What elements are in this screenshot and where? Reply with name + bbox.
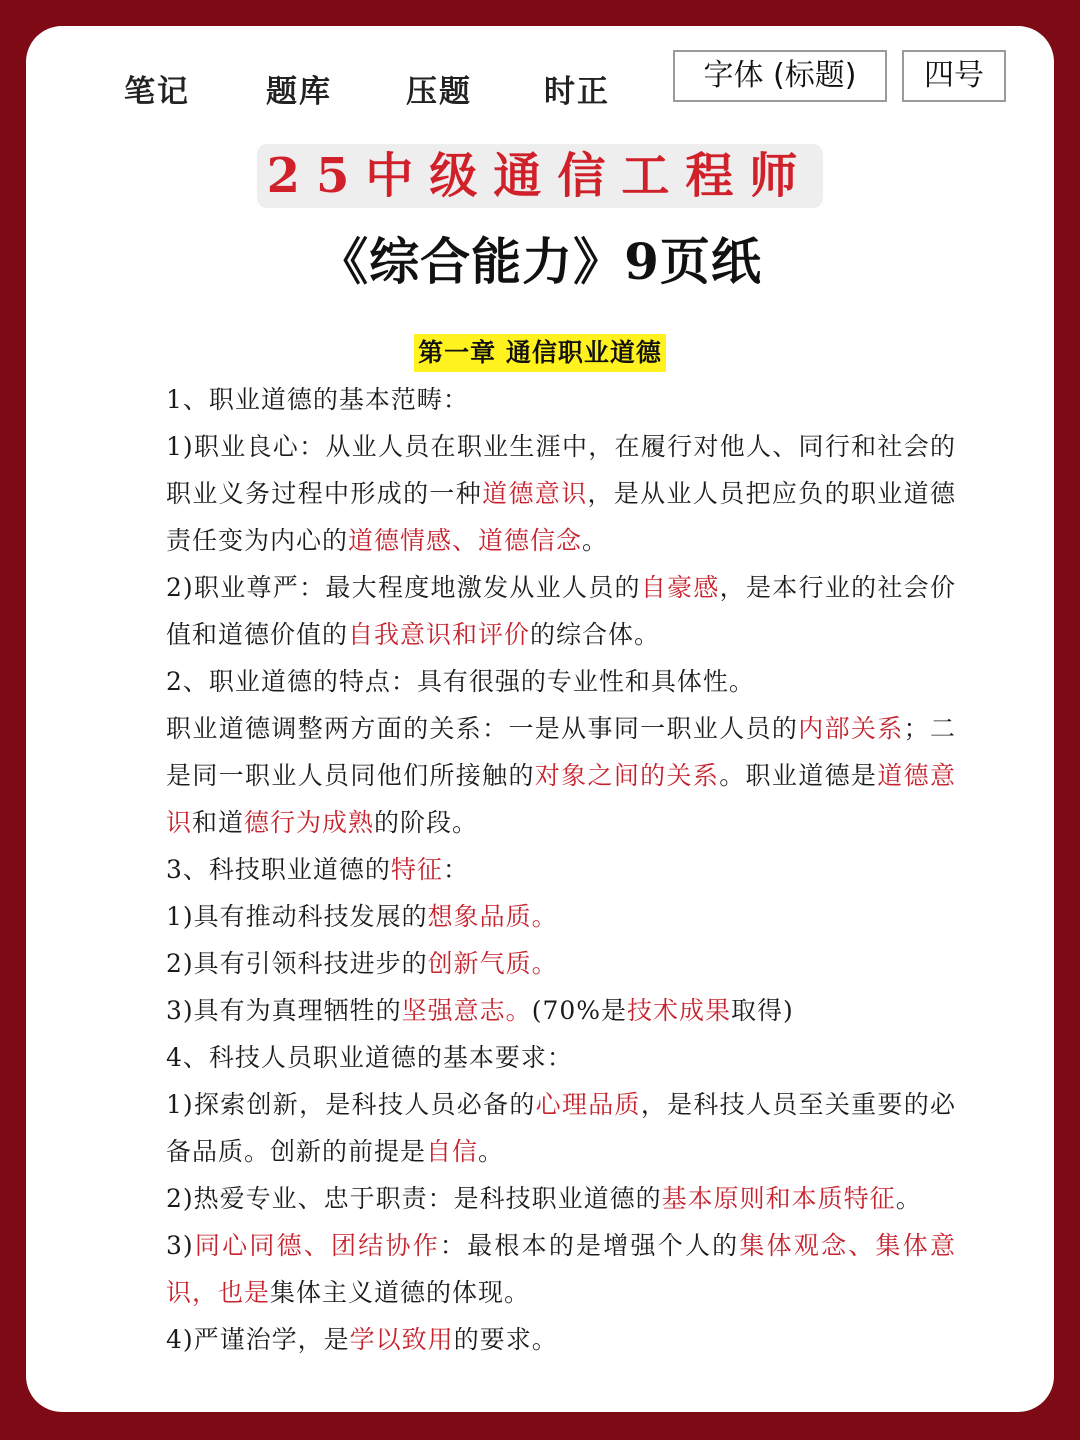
highlight-text: 自我意识和评价 bbox=[348, 620, 531, 649]
text: ；二是同一职业人员同他们所接触的 bbox=[166, 714, 956, 790]
paragraph-1: 1、职业道德的基本范畴： bbox=[166, 385, 469, 414]
text: 。 bbox=[895, 1184, 922, 1213]
highlight-text: 想象品质。 bbox=[427, 902, 558, 931]
text: 的综合体。 bbox=[530, 620, 661, 649]
note-body bbox=[166, 376, 956, 1363]
sub-title: 《综合能力》9页纸 bbox=[318, 232, 762, 291]
tab-notes[interactable]: 笔记 bbox=[124, 74, 190, 110]
highlight-text: 道德意识 bbox=[482, 479, 588, 508]
text: 3) bbox=[166, 1231, 194, 1260]
text: 1)具有推动科技发展的 bbox=[166, 902, 428, 931]
font-family-select[interactable]: 字体 (标题) bbox=[673, 50, 887, 102]
text: 4)严谨治学，是 bbox=[166, 1325, 350, 1354]
tab-predicted-questions[interactable]: 压题 bbox=[406, 74, 472, 110]
text: 集体主义道德的体现。 bbox=[270, 1278, 531, 1307]
text: ： bbox=[442, 855, 469, 884]
text: 。 bbox=[582, 526, 609, 555]
highlight-text: 道德情感、道德信念 bbox=[348, 526, 583, 555]
highlight-text: 同心同德、团结协作 bbox=[193, 1231, 440, 1260]
highlight-text: 自豪感 bbox=[640, 573, 720, 602]
paragraph-14 bbox=[166, 1316, 956, 1363]
chapter-heading: 第一章 通信职业道德 bbox=[414, 334, 666, 372]
title-line1-wrap bbox=[26, 144, 1054, 208]
highlight-text: 集体观念、集体意识，也是 bbox=[166, 1231, 956, 1307]
text: 2)职业尊严：最大程度地激发从业人员的 bbox=[166, 573, 641, 602]
highlight-text: 内部关系 bbox=[798, 714, 904, 743]
highlight-text: 道德意识 bbox=[166, 761, 956, 837]
text: ，是科技人员至关重要的必备品质。创新的前提是 bbox=[166, 1090, 956, 1166]
text: ，是本行业的社会价值和道德价值的 bbox=[166, 573, 956, 649]
highlight-text: 创新气质。 bbox=[427, 949, 558, 978]
highlight-text: 坚强意志。 bbox=[401, 996, 532, 1025]
paragraph-4: 2、职业道德的特点：具有很强的专业性和具体性。 bbox=[166, 667, 755, 696]
highlight-text: 德行为成熟 bbox=[244, 808, 375, 837]
text: 3)具有为真理牺牲的 bbox=[166, 996, 402, 1025]
chapter-heading-wrap bbox=[26, 334, 1054, 372]
text: 。 bbox=[478, 1137, 505, 1166]
text: 取得) bbox=[731, 996, 794, 1025]
paragraph-9 bbox=[166, 987, 956, 1034]
paragraph-13 bbox=[166, 1222, 956, 1316]
title-line2-wrap bbox=[26, 230, 1054, 294]
highlight-text: 学以致用 bbox=[349, 1325, 454, 1354]
toolbar bbox=[26, 26, 1054, 136]
text: 3、科技职业道德的 bbox=[166, 855, 391, 884]
font-size-select[interactable]: 四号 bbox=[902, 50, 1006, 102]
highlight-text: 自信 bbox=[426, 1137, 479, 1166]
text: ：最根本的是增强个人的 bbox=[439, 1231, 740, 1260]
text: 和道 bbox=[192, 808, 245, 837]
text: 2)热爱专业、忠于职责：是科技职业道德的 bbox=[166, 1184, 662, 1213]
highlight-text: 特征 bbox=[390, 855, 443, 884]
paragraph-8 bbox=[166, 940, 956, 987]
main-title: 25中级通信工程师 bbox=[257, 144, 824, 208]
highlight-text: 技术成果 bbox=[627, 996, 732, 1025]
text: (70%是 bbox=[531, 996, 628, 1025]
text: 的阶段。 bbox=[374, 808, 479, 837]
text: ，是从业人员把应负的职业道德责任变为内心的 bbox=[166, 479, 956, 555]
paragraph-10: 4、科技人员职业道德的基本要求： bbox=[166, 1043, 573, 1072]
highlight-text: 心理品质 bbox=[535, 1090, 641, 1119]
paragraph-12 bbox=[166, 1175, 956, 1222]
text: 。职业道德是 bbox=[719, 761, 878, 790]
tab-current-affairs[interactable]: 时正 bbox=[544, 74, 610, 110]
text: 1)探索创新，是科技人员必备的 bbox=[166, 1090, 536, 1119]
paragraph-5 bbox=[166, 705, 956, 846]
text: 的要求。 bbox=[453, 1325, 558, 1354]
paragraph-7 bbox=[166, 893, 956, 940]
highlight-text: 对象之间的关系 bbox=[534, 761, 720, 790]
paragraph-11 bbox=[166, 1081, 956, 1175]
tab-question-bank[interactable]: 题库 bbox=[266, 74, 332, 110]
paragraph-6 bbox=[166, 846, 956, 893]
highlight-text: 基本原则和本质特征 bbox=[661, 1184, 896, 1213]
paragraph-3 bbox=[166, 564, 956, 658]
paragraph-2 bbox=[166, 423, 956, 564]
text: 1)职业良心：从业人员在职业生涯中，在履行对他人、同行和社会的职业义务过程中形成的一种 bbox=[166, 432, 956, 508]
text: 职业道德调整两方面的关系：一是从事同一职业人员的 bbox=[166, 714, 799, 743]
text: 2)具有引领科技进步的 bbox=[166, 949, 428, 978]
note-card bbox=[26, 26, 1054, 1412]
